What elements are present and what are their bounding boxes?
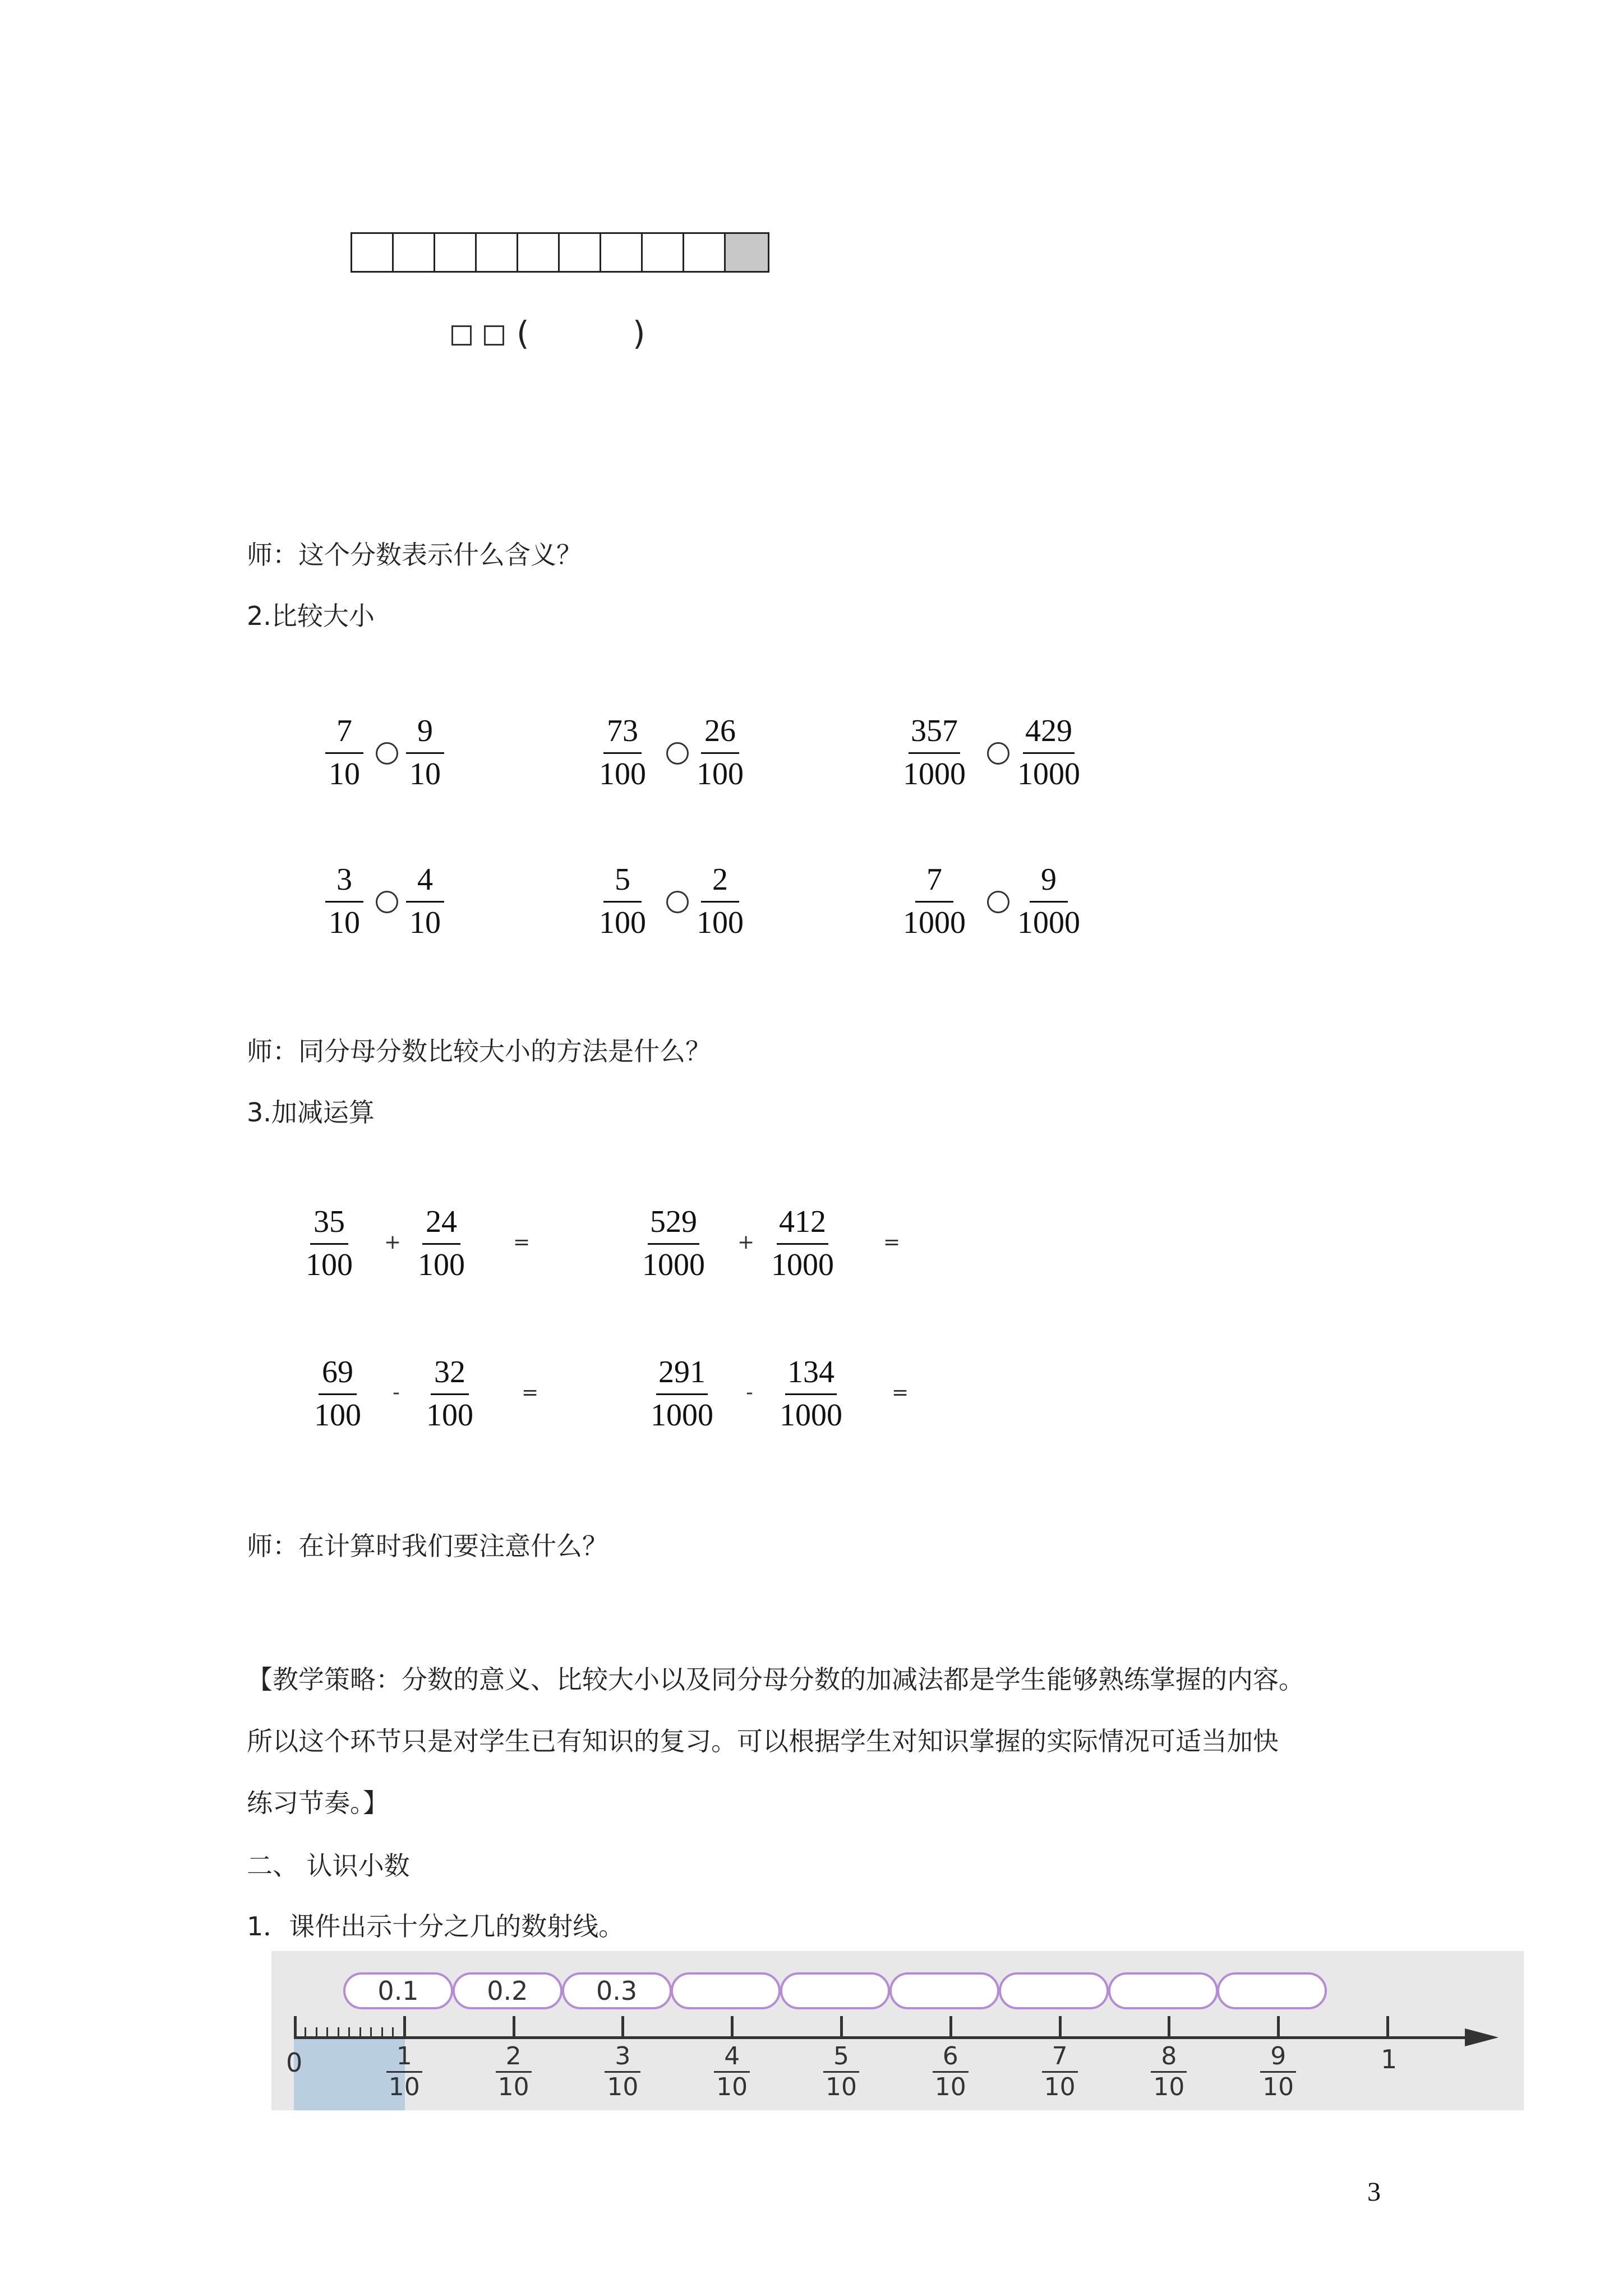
- minor-tick: [392, 2027, 394, 2037]
- fraction-left: [325, 715, 363, 790]
- tick-denominator: 10: [607, 2073, 639, 2101]
- tick-mark: [621, 2016, 624, 2039]
- plus-sign: +: [384, 1231, 402, 1254]
- denominator: 100: [426, 1398, 473, 1433]
- compare-circle-blank[interactable]: [376, 742, 398, 765]
- tick-label-fraction: [823, 2044, 859, 2100]
- denominator: 100: [599, 757, 646, 792]
- tick-label-fraction: [1042, 2044, 1078, 2100]
- denominator: 100: [306, 1248, 353, 1282]
- teacher-question-compare-method: 师：同分母分数比较大小的方法是什么？: [247, 1036, 711, 1066]
- tick-mark: [1059, 2016, 1062, 2039]
- tick-numerator: 1: [386, 2044, 422, 2073]
- fraction-right: [406, 715, 444, 790]
- bar-cell: [560, 234, 601, 271]
- blank-box-icon[interactable]: [451, 325, 472, 346]
- fraction-operand-2: [418, 1206, 465, 1281]
- denominator: 100: [314, 1398, 361, 1433]
- tick-denominator: 10: [1044, 2073, 1076, 2101]
- tick-denominator: 10: [1153, 2073, 1185, 2101]
- denominator: 10: [409, 905, 441, 940]
- bar-cell: [435, 234, 477, 271]
- answer-paren[interactable]: ( ): [517, 314, 645, 352]
- minor-tick: [348, 2027, 350, 2037]
- strategy-line-1: 【教学策略：分数的意义、比较大小以及同分母分数的加减法都是学生能够熟练掌握的内容。: [247, 1664, 1304, 1695]
- denominator: 1000: [780, 1398, 842, 1433]
- denominator: 10: [329, 757, 360, 792]
- denominator: 1000: [903, 905, 966, 940]
- minor-tick: [359, 2027, 361, 2037]
- tick-label-fraction: [933, 2044, 969, 2100]
- tick-mark: [949, 2016, 952, 2039]
- section-title-compare: 2.比较大小: [247, 601, 375, 631]
- tick-numerator: 8: [1151, 2044, 1187, 2073]
- numerator: 134: [785, 1356, 837, 1395]
- tick-numerator: 5: [823, 2044, 859, 2073]
- decimal-bubble: 0.1: [343, 1972, 453, 2009]
- compare-circle-blank[interactable]: [376, 891, 398, 913]
- fraction-operand-1: [642, 1206, 705, 1281]
- compare-circle-blank[interactable]: [987, 891, 1009, 913]
- minor-tick: [326, 2027, 328, 2037]
- numerator: 412: [777, 1206, 828, 1245]
- tick-mark: [1277, 2016, 1280, 2039]
- fraction-bar: [351, 232, 769, 273]
- numerator: 2: [701, 864, 739, 903]
- tick-mark: [403, 2016, 406, 2039]
- denominator: 100: [697, 905, 744, 940]
- blank-box-icon[interactable]: [484, 325, 504, 346]
- minor-tick: [381, 2027, 383, 2037]
- equals-sign: =: [522, 1381, 539, 1404]
- tick-label-fraction: [605, 2044, 640, 2100]
- denominator: 1000: [903, 757, 966, 792]
- decimal-bubble: 0.3: [562, 1972, 672, 2009]
- numerator: 9: [406, 715, 444, 754]
- denominator: 1000: [1017, 905, 1080, 940]
- tick-numerator: 2: [496, 2044, 532, 2073]
- fraction-operand-1: [651, 1356, 713, 1431]
- denominator: 100: [697, 757, 744, 792]
- tick-mark: [840, 2016, 843, 2039]
- tick-denominator: 10: [497, 2073, 529, 2101]
- fraction-right: [406, 864, 444, 938]
- compare-circle-blank[interactable]: [987, 742, 1009, 765]
- denominator: 1000: [1017, 757, 1080, 792]
- compare-circle-blank[interactable]: [666, 742, 689, 765]
- numerator: 357: [909, 715, 960, 754]
- fraction-operand-1: [314, 1356, 361, 1431]
- tick-numerator: 6: [933, 2044, 969, 2073]
- tick-numerator: 7: [1042, 2044, 1078, 2073]
- fraction-right: [697, 715, 744, 790]
- minor-tick: [338, 2027, 339, 2037]
- tick-one: [1386, 2016, 1389, 2039]
- tick-label-fraction: [386, 2044, 422, 2100]
- tick-label-fraction: [1151, 2044, 1187, 2100]
- decimal-bubble-blank[interactable]: [889, 1972, 999, 2009]
- tick-numerator: 4: [714, 2044, 750, 2073]
- decimal-bubble: 0.2: [453, 1972, 562, 2009]
- compare-circle-blank[interactable]: [666, 891, 689, 913]
- tick-mark: [1168, 2016, 1170, 2039]
- numerator: 26: [701, 715, 739, 754]
- tick-denominator: 10: [1262, 2073, 1294, 2101]
- numerator: 24: [422, 1206, 460, 1245]
- fraction-operand-2: [771, 1206, 834, 1281]
- label-one: 1: [1381, 2044, 1398, 2074]
- fraction-operand-2: [426, 1356, 473, 1431]
- equals-sign: =: [513, 1231, 531, 1254]
- numerator: 35: [310, 1206, 348, 1245]
- decimal-bubble-blank[interactable]: [671, 1972, 781, 2009]
- tick-denominator: 10: [388, 2073, 420, 2101]
- tick-numerator: 3: [605, 2044, 640, 2073]
- number-line-figure: [271, 1951, 1524, 2110]
- teacher-question-meaning: 师：这个分数表示什么含义？: [247, 540, 582, 570]
- minor-tick: [370, 2027, 372, 2037]
- numerator: 4: [406, 864, 444, 903]
- plus-sign: +: [737, 1231, 755, 1254]
- decimal-bubble-blank[interactable]: [999, 1972, 1109, 2009]
- item-number-line: 1．课件出示十分之几的数射线。: [247, 1911, 625, 1941]
- numerator: 529: [648, 1206, 699, 1245]
- numerator: 7: [325, 715, 363, 754]
- bar-cell: [394, 234, 435, 271]
- minus-sign: -: [746, 1381, 753, 1404]
- denominator: 1000: [771, 1248, 834, 1282]
- equals-sign: =: [892, 1381, 909, 1404]
- minor-tick: [316, 2027, 317, 2037]
- numerator: 429: [1023, 715, 1075, 754]
- numerator: 73: [603, 715, 642, 754]
- arrow-right-icon: [1465, 2028, 1498, 2046]
- denominator: 10: [329, 905, 360, 940]
- decimal-bubble-blank[interactable]: [780, 1972, 890, 2009]
- fraction-right: [697, 864, 744, 938]
- tick-zero: [294, 2016, 297, 2039]
- equals-sign: =: [883, 1231, 901, 1254]
- decimal-bubble-blank[interactable]: [1217, 1972, 1327, 2009]
- fraction-operand-2: [780, 1356, 842, 1431]
- bar-cell-shaded: [726, 234, 768, 271]
- bar-cell: [352, 234, 394, 271]
- strategy-line-3: 练习节奏。】: [247, 1788, 389, 1818]
- fraction-right: [1017, 715, 1080, 790]
- tick-label-fraction: [714, 2044, 750, 2100]
- fraction-operand-1: [306, 1206, 353, 1281]
- denominator: 1000: [651, 1398, 713, 1433]
- strategy-line-2: 所以这个环节只是对学生已有知识的复习。可以根据学生对知识掌握的实际情况可适当加快: [247, 1726, 1279, 1756]
- fraction-left: [599, 864, 646, 938]
- tick-denominator: 10: [934, 2073, 966, 2101]
- section-heading-decimals: 二、 认识小数: [247, 1851, 410, 1881]
- bar-cell: [601, 234, 643, 271]
- minor-tick: [305, 2027, 306, 2037]
- denominator: 1000: [642, 1248, 705, 1282]
- numerator: 32: [431, 1356, 469, 1395]
- number-line-axis: [294, 2036, 1466, 2039]
- minus-sign: -: [393, 1381, 400, 1404]
- tick-mark: [513, 2016, 515, 2039]
- tick-label-fraction: [1260, 2044, 1296, 2100]
- teacher-question-attention: 师：在计算时我们要注意什么？: [247, 1531, 608, 1561]
- bar-cell: [684, 234, 726, 271]
- tick-numerator: 9: [1260, 2044, 1296, 2073]
- fraction-left: [903, 864, 966, 938]
- fraction-right: [1017, 864, 1080, 938]
- numerator: 5: [603, 864, 642, 903]
- numerator: 291: [656, 1356, 708, 1395]
- numerator: 9: [1030, 864, 1068, 903]
- decimal-bubble-blank[interactable]: [1108, 1972, 1218, 2009]
- bar-cell: [518, 234, 560, 271]
- fraction-left: [903, 715, 966, 790]
- tick-label-fraction: [496, 2044, 532, 2100]
- section-title-add-subtract: 3.加减运算: [247, 1097, 375, 1128]
- numerator: 69: [319, 1356, 357, 1395]
- bar-cell: [643, 234, 684, 271]
- tick-mark: [731, 2016, 734, 2039]
- fraction-left: [325, 864, 363, 938]
- denominator: 100: [599, 905, 646, 940]
- label-zero: 0: [286, 2047, 303, 2078]
- numerator: 3: [325, 864, 363, 903]
- page-number: 3: [1367, 2177, 1381, 2207]
- fraction-left: [599, 715, 646, 790]
- tick-denominator: 10: [716, 2073, 748, 2101]
- bar-cell: [477, 234, 518, 271]
- denominator: 100: [418, 1248, 465, 1282]
- denominator: 10: [409, 757, 441, 792]
- tick-denominator: 10: [826, 2073, 857, 2101]
- numerator: 7: [915, 864, 953, 903]
- answer-line: [451, 314, 645, 352]
